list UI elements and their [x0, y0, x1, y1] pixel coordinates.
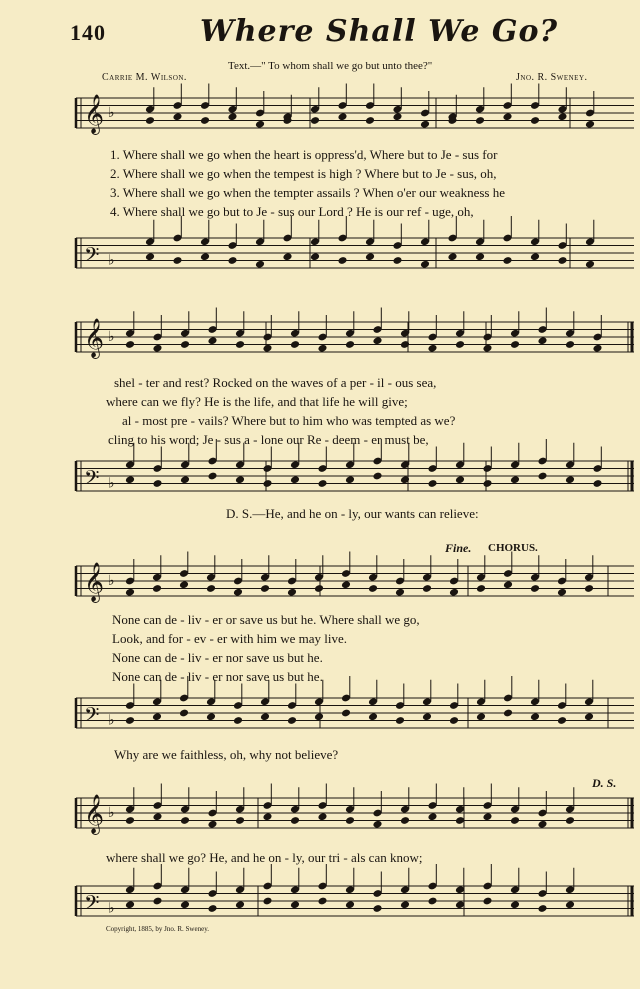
bass-staff-system-2 — [72, 455, 638, 507]
system1-verse-1: 1. Where shall we go when the heart is oppress'd, Where but to Je - sus for — [110, 147, 498, 162]
note-head — [557, 256, 567, 265]
treble-clef: 𝄞 — [84, 318, 105, 358]
note-head — [345, 475, 355, 484]
note-head — [476, 584, 486, 593]
system3-verse-1: None can de - liv - er or save us but he. Where shall we go, — [112, 612, 420, 627]
system3-verse-3: None can de - liv - er nor save us but he. — [112, 650, 323, 665]
note-head — [365, 252, 375, 261]
bass-staff-system-4 — [72, 880, 638, 944]
note-head — [537, 904, 547, 913]
note-head — [537, 336, 547, 345]
note-head — [537, 472, 547, 481]
note-head — [565, 475, 575, 484]
note-head — [368, 584, 378, 593]
system2-verse-3: al - most pre - vails? Where but to him who was tempted as we? — [122, 413, 456, 428]
note-head — [152, 812, 162, 821]
note-head — [260, 712, 270, 721]
page-number: 140 — [70, 20, 106, 45]
note-head — [145, 252, 155, 261]
author-credit: Carrie M. Wilson. — [102, 72, 187, 83]
note-head — [400, 475, 410, 484]
note-head — [565, 900, 575, 909]
note-head — [180, 340, 190, 349]
note-head — [235, 475, 245, 484]
system3-verse-4: None can de - liv - er nor save us but he. — [112, 669, 323, 684]
bass-clef: 𝄢 — [84, 466, 100, 494]
note-head — [152, 344, 162, 353]
note-head — [455, 475, 465, 484]
note-head — [400, 816, 410, 825]
note-head — [310, 252, 320, 261]
note-head — [227, 112, 237, 121]
flat-key-signature: ♭ — [108, 329, 115, 345]
note-head — [530, 252, 540, 261]
note-head — [125, 716, 135, 725]
note-head — [372, 820, 382, 829]
note-head — [510, 340, 520, 349]
note-head — [345, 340, 355, 349]
note-head — [420, 120, 430, 129]
note-head — [537, 820, 547, 829]
note-head — [482, 812, 492, 821]
note-head — [152, 584, 162, 593]
ds-mark: D. S. — [592, 776, 617, 790]
note-head — [365, 116, 375, 125]
note-head — [345, 816, 355, 825]
note-head — [227, 256, 237, 265]
note-head — [392, 256, 402, 265]
note-head — [290, 816, 300, 825]
note-head — [449, 716, 459, 725]
note-head — [427, 812, 437, 821]
note-head — [372, 472, 382, 481]
note-head — [233, 588, 243, 597]
system1-verse-3: 3. Where shall we go when the tempter assails ? When o'er our weakness he — [110, 185, 505, 200]
note-head — [255, 260, 265, 269]
note-head — [557, 716, 567, 725]
composer-credit: Jno. R. Sweney. — [516, 72, 588, 83]
note-head — [565, 340, 575, 349]
note-head — [592, 479, 602, 488]
note-head — [262, 897, 272, 906]
note-head — [290, 475, 300, 484]
note-head — [206, 584, 216, 593]
bass-clef: 𝄢 — [84, 703, 100, 731]
note-head — [152, 712, 162, 721]
flat-key-signature: ♭ — [108, 252, 115, 269]
note-head — [172, 112, 182, 121]
note-head — [290, 340, 300, 349]
note-head — [427, 344, 437, 353]
treble-staff-system-4 — [72, 792, 638, 848]
note-head — [282, 252, 292, 261]
note-head — [207, 336, 217, 345]
note-head — [317, 897, 327, 906]
note-head — [262, 479, 272, 488]
treble-clef: 𝄞 — [84, 94, 105, 134]
treble-staff-system-3 — [72, 560, 638, 612]
note-head — [287, 588, 297, 597]
flat-key-signature: ♭ — [108, 573, 115, 589]
note-head — [530, 116, 540, 125]
note-head — [565, 816, 575, 825]
note-head — [317, 344, 327, 353]
flat-key-signature: ♭ — [108, 105, 115, 121]
note-head — [475, 116, 485, 125]
hymn-title: Where Shall We Go? — [200, 14, 559, 49]
flat-key-signature: ♭ — [108, 900, 115, 917]
system3-verse-2: Look, and for - ev - er with him we may live. — [112, 631, 348, 646]
note-head — [341, 709, 351, 718]
note-head — [400, 340, 410, 349]
ds-lyric-line: D. S.—He, and he on - ly, our wants can relieve: — [226, 506, 479, 521]
note-head — [372, 904, 382, 913]
chorus-label: CHORUS. — [488, 542, 538, 554]
system1-verse-2: 2. Where shall we go when the tempest is high ? Where but to Je - sus, oh, — [110, 166, 497, 181]
note-head — [235, 340, 245, 349]
note-head — [255, 120, 265, 129]
note-head — [455, 340, 465, 349]
note-head — [317, 479, 327, 488]
note-head — [482, 479, 492, 488]
note-head — [200, 116, 210, 125]
note-head — [557, 588, 567, 597]
note-head — [310, 116, 320, 125]
note-head — [510, 900, 520, 909]
bass-lyric-line: Why are we faithless, oh, why not believe? — [114, 747, 339, 762]
note-head — [200, 252, 210, 261]
note-head — [235, 900, 245, 909]
note-head — [179, 580, 189, 589]
note-head — [427, 897, 437, 906]
note-head — [152, 479, 162, 488]
note-head — [235, 816, 245, 825]
note-head — [476, 712, 486, 721]
note-head — [262, 812, 272, 821]
note-head — [482, 344, 492, 353]
note-head — [368, 712, 378, 721]
note-head — [449, 588, 459, 597]
treble-staff-system-1 — [72, 92, 638, 144]
note-head — [585, 120, 595, 129]
system1-verse-4: 4. Where shall we go but to Je - sus our Lord ? He is our ref - uge, oh, — [110, 204, 474, 219]
note-head — [317, 812, 327, 821]
note-head — [400, 900, 410, 909]
note-head — [427, 479, 437, 488]
note-head — [125, 900, 135, 909]
fine-mark: Fine. — [445, 541, 472, 555]
text-reference: Text.—" To whom shall we go but unto thee?" — [228, 60, 433, 72]
note-head — [585, 260, 595, 269]
system2-verse-2: where can we fly? He is the life, and that life he will give; — [106, 394, 408, 409]
note-head — [207, 904, 217, 913]
flat-key-signature: ♭ — [108, 805, 115, 821]
note-head — [180, 475, 190, 484]
note-head — [422, 712, 432, 721]
note-head — [179, 709, 189, 718]
note-head — [475, 252, 485, 261]
note-head — [584, 712, 594, 721]
flat-key-signature: ♭ — [108, 475, 115, 492]
note-head — [392, 112, 402, 121]
copyright-notice: Copyright, 1885, by Jno. R. Sweney. — [106, 925, 209, 933]
note-head — [482, 897, 492, 906]
note-head — [314, 712, 324, 721]
note-head — [530, 584, 540, 593]
note-head — [207, 472, 217, 481]
note-head — [503, 580, 513, 589]
treble-clef: 𝄞 — [84, 794, 105, 834]
note-head — [172, 256, 182, 265]
note-head — [395, 588, 405, 597]
note-head — [145, 116, 155, 125]
note-head — [530, 712, 540, 721]
note-head — [262, 344, 272, 353]
flat-key-signature: ♭ — [108, 712, 115, 729]
note-head — [592, 344, 602, 353]
note-head — [337, 112, 347, 121]
note-head — [180, 900, 190, 909]
note-head — [125, 340, 135, 349]
system4-verse: where shall we go? He, and he on - ly, our tri - als can know; — [106, 850, 423, 865]
note-head — [420, 260, 430, 269]
note-head — [287, 716, 297, 725]
note-head — [337, 256, 347, 265]
note-head — [290, 900, 300, 909]
note-head — [557, 112, 567, 121]
note-head — [207, 820, 217, 829]
treble-clef: 𝄞 — [84, 562, 105, 602]
system2-verse-1: shel - ter and rest? Rocked on the waves of a per - il - ous sea, — [114, 375, 437, 390]
note-head — [503, 709, 513, 718]
note-head — [180, 816, 190, 825]
bass-staff-system-3 — [72, 692, 638, 744]
bass-clef: 𝄢 — [84, 891, 100, 919]
note-head — [502, 256, 512, 265]
note-head — [372, 336, 382, 345]
note-head — [206, 712, 216, 721]
note-head — [395, 716, 405, 725]
note-head — [345, 900, 355, 909]
note-head — [125, 475, 135, 484]
note-head — [510, 475, 520, 484]
note-head — [125, 816, 135, 825]
bass-clef: 𝄢 — [84, 243, 100, 271]
note-head — [447, 252, 457, 261]
note-head — [422, 584, 432, 593]
note-head — [584, 584, 594, 593]
treble-staff-system-2 — [72, 316, 638, 368]
note-head — [314, 584, 324, 593]
note-head — [260, 584, 270, 593]
note-head — [152, 897, 162, 906]
note-head — [341, 580, 351, 589]
system2-verse-4: cling to his word; Je - sus a - lone our Re - deem - er must be, — [108, 432, 429, 447]
note-head — [125, 588, 135, 597]
note-head — [510, 816, 520, 825]
note-head — [233, 716, 243, 725]
note-head — [502, 112, 512, 121]
bass-staff-system-1 — [72, 232, 638, 292]
